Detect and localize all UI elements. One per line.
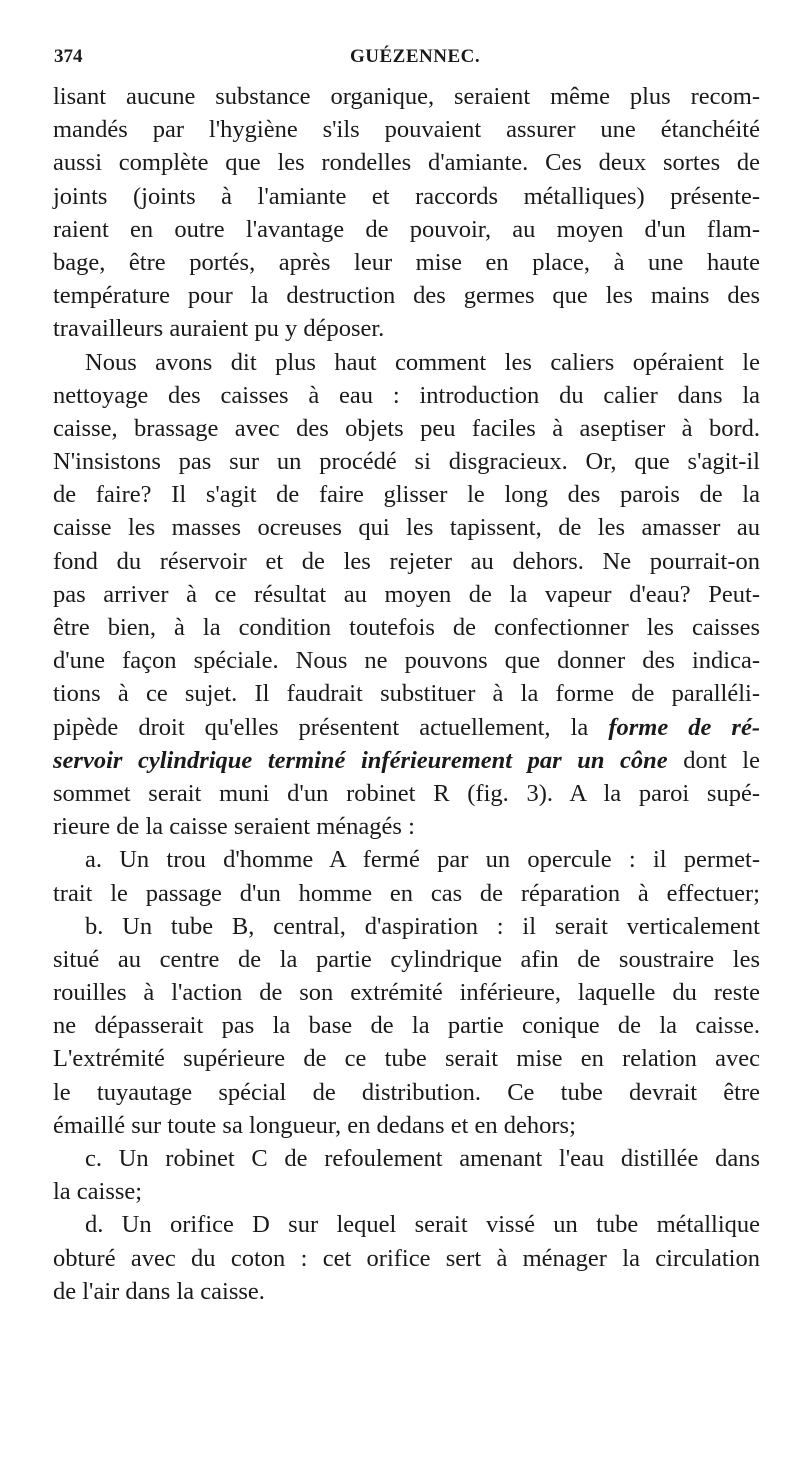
running-head: GUÉZENNEC. [350, 46, 481, 67]
text-line: nettoyage des caisses à eau : introduction du calier dans la [53, 381, 760, 409]
page-number: 374 [54, 46, 83, 67]
text-line: tions à ce sujet. Il faudrait substituer à la forme de paralléli- [53, 680, 760, 708]
list-item-a: a. Un trou d'homme A fermé par un opercule : il permet- [85, 846, 760, 874]
text-fragment: dont le [667, 746, 760, 774]
text-line: d'une façon spéciale. Nous ne pouvons que donner des indica- [53, 647, 760, 675]
text-line: être bien, à la condition toutefois de confectionner les caisses [53, 614, 760, 641]
text-line: mandés par l'hygiène s'ils pouvaient assurer une étanchéité [53, 116, 760, 144]
text-line: de faire? Il s'agit de faire glisser le long des parois de la [53, 481, 760, 509]
italic-fragment: servoir cylindrique terminé inférieurement par un cône [53, 746, 668, 774]
text-line: Nous avons dit plus haut comment les caliers opéraient le [85, 348, 760, 376]
text-line: ne dépasserait pas la base de la partie conique de la caisse. [53, 1012, 760, 1040]
list-item-c: c. Un robinet C de refoulement amenant l'eau distillée dans [85, 1145, 760, 1172]
text-line: situé au centre de la partie cylindrique afin de soustraire les [53, 945, 760, 973]
text-line: caisse, brassage avec des objets peu faciles à aseptiser à bord. [53, 414, 760, 442]
text-line: obturé avec du coton : cet orifice sert à ménager la circulation [53, 1244, 760, 1272]
text-line: rouilles à l'action de son extrémité inférieure, laquelle du reste [53, 979, 760, 1007]
list-item-b: b. Un tube B, central, d'aspiration : il serait verticalement [85, 912, 760, 940]
text-line: trait le passage d'un homme en cas de réparation à effectuer; [53, 879, 760, 907]
page-header [50, 40, 755, 74]
body-text [53, 80, 760, 1308]
text-line-mixed [53, 711, 760, 744]
text-line: N'insistons pas sur un procédé si disgracieux. Or, que s'agit-il [53, 448, 760, 476]
text-line: travailleurs auraient pu y déposer. [53, 315, 385, 343]
text-line: caisse les masses ocreuses qui les tapissent, de les amasser au [53, 514, 760, 542]
text-line: pas arriver à ce résultat au moyen de la vapeur d'eau? Peut- [53, 580, 760, 608]
text-line: aussi complète que les rondelles d'amiante. Ces deux sortes de [53, 149, 760, 177]
text-line-mixed [53, 744, 760, 777]
text-line: rieure de la caisse seraient ménagés : [53, 813, 415, 841]
text-line: émaillé sur toute sa longueur, en dedans et en dehors; [53, 1111, 576, 1139]
text-line: de l'air dans la caisse. [53, 1277, 265, 1305]
text-line: bage, être portés, après leur mise en place, à une haute [53, 248, 760, 276]
text-line: fond du réservoir et de les rejeter au dehors. Ne pourrait-on [53, 547, 760, 575]
text-line: sommet serait muni d'un robinet R (fig. 3). A la paroi supé- [53, 779, 760, 807]
italic-fragment: forme de ré- [608, 713, 760, 741]
text-line: L'extrémité supérieure de ce tube serait mise en relation avec [53, 1045, 760, 1073]
text-line: température pour la destruction des germes que les mains des [53, 282, 760, 310]
list-item-d: d. Un orifice D sur lequel serait vissé un tube métallique [85, 1211, 760, 1239]
text-fragment: pipède droit qu'elles présentent actuellement, la [53, 713, 609, 741]
text-line: raient en outre l'avantage de pouvoir, au moyen d'un flam- [53, 215, 760, 243]
text-line: le tuyautage spécial de distribution. Ce tube devrait être [53, 1078, 760, 1106]
text-line: la caisse; [53, 1178, 143, 1206]
text-line: joints (joints à l'amiante et raccords métalliques) présente- [53, 182, 760, 210]
text-line: lisant aucune substance organique, seraient même plus recom- [53, 83, 760, 110]
